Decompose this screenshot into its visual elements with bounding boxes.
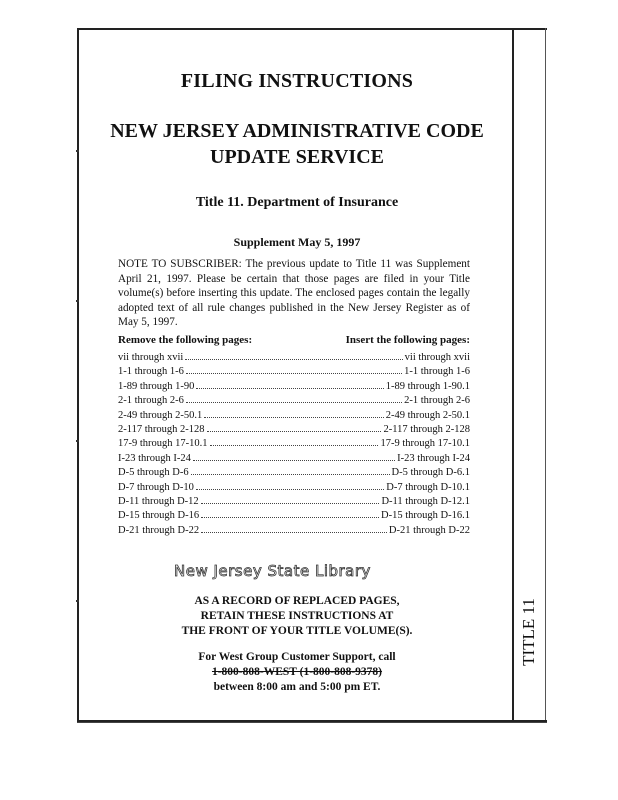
leader-dots — [201, 494, 380, 504]
record-line: RETAIN THESE INSTRUCTIONS AT — [200, 610, 394, 622]
code-title-line: UPDATE SERVICE — [210, 146, 384, 168]
insert-pages: D-21 through D-22 — [388, 524, 470, 536]
remove-pages: D-7 through D-10 — [118, 481, 194, 493]
insert-pages: 2-117 through 2-128 — [383, 423, 470, 435]
insert-pages: 2-49 through 2-50.1 — [385, 409, 470, 421]
leader-dots — [186, 364, 402, 374]
code-title — [82, 118, 512, 170]
remove-pages: I-23 through I-24 — [118, 452, 191, 464]
leader-dots — [204, 408, 383, 418]
document-title: FILING INSTRUCTIONS — [180, 70, 414, 92]
margin-tick — [76, 300, 79, 302]
leader-dots — [193, 451, 395, 461]
page-row — [118, 364, 470, 378]
leader-dots — [207, 422, 382, 432]
remove-pages: 1-1 through 1-6 — [118, 366, 184, 378]
support-notice — [82, 650, 512, 695]
leader-dots — [185, 350, 402, 360]
page-row — [118, 494, 470, 508]
leader-dots — [201, 508, 379, 518]
remove-pages: D-5 through D-6 — [118, 467, 189, 479]
insert-pages: D-7 through D-10.1 — [386, 481, 470, 493]
insert-pages: vii through xvii — [404, 352, 470, 363]
page-row — [118, 422, 470, 436]
leader-dots — [201, 523, 387, 533]
insert-pages: 1-89 through 1-90.1 — [385, 380, 470, 392]
record-line: AS A RECORD OF REPLACED PAGES, — [194, 595, 400, 607]
support-line: For West Group Customer Support, call — [198, 651, 396, 663]
leader-dots — [210, 436, 379, 446]
page-row — [118, 436, 470, 450]
code-title-line: NEW JERSEY ADMINISTRATIVE CODE — [110, 120, 484, 142]
remove-pages: D-11 through D-12 — [118, 495, 199, 507]
support-line: between 8:00 am and 5:00 pm ET. — [213, 681, 381, 693]
insert-pages: D-15 through D-16.1 — [381, 510, 470, 522]
remove-pages: vii through xvii — [118, 352, 184, 363]
page-row — [118, 350, 470, 364]
insert-pages: 1-1 through 1-6 — [404, 366, 470, 378]
remove-pages: 17-9 through 17-10.1 — [118, 438, 208, 450]
tab-edge-line — [545, 28, 546, 720]
page-row — [118, 480, 470, 494]
remove-pages: 2-1 through 2-6 — [118, 395, 184, 407]
page-row — [118, 523, 470, 537]
margin-tick — [76, 440, 79, 442]
subscriber-note: NOTE TO SUBSCRIBER: The previous update to Title 11 was Supplement April 21, 1997. Please be certain that those pages are filed in your Title volume(s) before inserting this update. The enclosed pages contain the legally adopted text of all rule changes published in the New Jersey Register as of May 5, 1997. — [118, 258, 470, 329]
page-row — [118, 508, 470, 522]
subject-heading: Title 11. Department of Insurance — [195, 195, 399, 210]
supplement-heading: Supplement May 5, 1997 — [233, 235, 361, 249]
insert-pages: I-23 through I-24 — [397, 452, 470, 464]
remove-pages: D-21 through D-22 — [118, 524, 200, 536]
leader-dots — [196, 480, 384, 490]
remove-pages: 1-89 through 1-90 — [118, 380, 195, 392]
page-row — [118, 408, 470, 422]
leader-dots — [191, 465, 390, 475]
remove-pages: D-15 through D-16 — [118, 510, 200, 522]
record-notice — [82, 594, 512, 639]
remove-pages: 2-49 through 2-50.1 — [118, 409, 203, 421]
leader-dots — [186, 393, 402, 403]
page-row — [118, 379, 470, 393]
remove-header: Remove the following pages: — [118, 334, 253, 346]
insert-pages: D-5 through D-6.1 — [391, 467, 470, 479]
insert-header: Insert the following pages: — [345, 334, 470, 346]
insert-pages: 17-9 through 17-10.1 — [380, 438, 470, 450]
side-tab-label: TITLE 11 — [519, 598, 538, 666]
side-tab — [513, 572, 545, 692]
margin-tick — [76, 150, 79, 152]
insert-pages: 2-1 through 2-6 — [404, 395, 470, 407]
page-row — [118, 451, 470, 465]
library-stamp: New Jersey State Library — [174, 562, 371, 580]
margin-tick — [76, 600, 79, 602]
insert-pages: D-11 through D-12.1 — [381, 495, 470, 507]
record-line: THE FRONT OF YOUR TITLE VOLUME(S). — [181, 625, 413, 637]
remove-pages: 2-117 through 2-128 — [118, 423, 205, 435]
page-row — [118, 393, 470, 407]
page-list — [118, 350, 470, 537]
leader-dots — [196, 379, 383, 389]
support-phone: 1-800-808-WEST (1-800-808-9378) — [211, 666, 383, 678]
page-row — [118, 465, 470, 479]
bottom-rule — [77, 722, 547, 723]
